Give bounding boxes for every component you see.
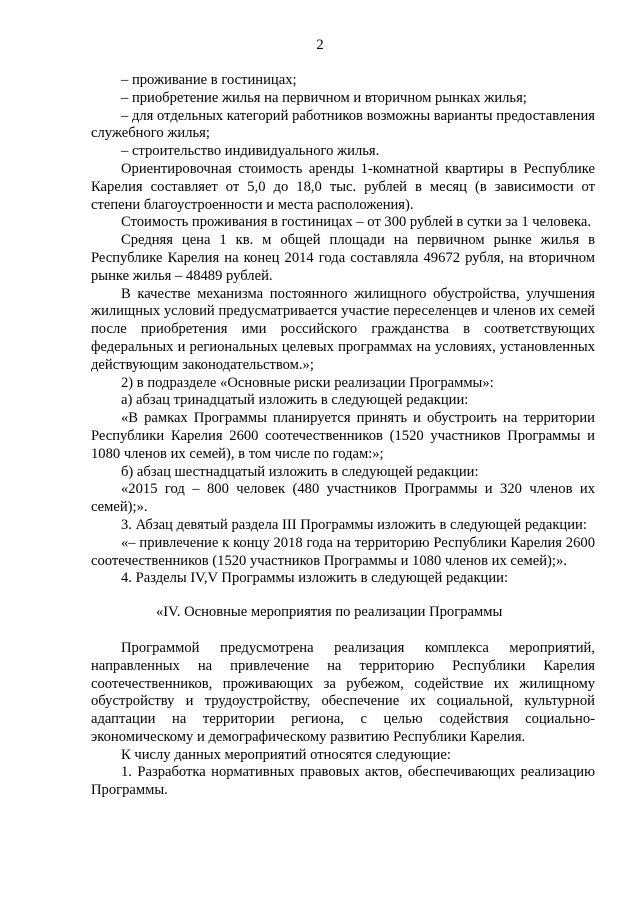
paragraph: 4. Разделы IV,V Программы изложить в следующей редакции: xyxy=(121,570,509,587)
paragraph: Стоимость проживания в гостиницах – от 300 рублей в сутки за 1 человека. xyxy=(121,214,591,231)
section-heading: «IV. Основные мероприятия по реализации Программы xyxy=(156,604,503,621)
paragraph: Средняя цена 1 кв. м общей площади на первичном рынке жилья в Республике Карелия на конец 2014 года составляла 49672 рубля, на вторичном рынке жилья – 48489 рублей. xyxy=(91,232,595,284)
spacer xyxy=(91,588,595,604)
list-item: – проживание в гостиницах; xyxy=(121,72,297,88)
paragraph: 2) в подразделе «Основные риски реализации Программы»: xyxy=(121,374,494,391)
list-item: – приобретение жилья на первичном и вторичном рынках жилья; xyxy=(121,89,527,106)
paragraph: Программой предусмотрена реализация комплекса мероприятий, направленных на привлечение на территорию Республики Карелия соотечественников, проживающих за рубежом, содействие их жилищному обустройству и трудоустройству, обеспечение их социальной, культурной адаптации на территории региона, с целью содействия социально-экономическому и демографическому развитию Республики Карелия. xyxy=(91,639,595,745)
paragraph: К числу данных мероприятий относятся следующие: xyxy=(121,746,451,763)
document-body xyxy=(91,72,595,800)
paragraph: Ориентировочная стоимость аренды 1-комнатной квартиры в Республике Карелия составляет от 5,0 до 18,0 тыс. рублей в месяц (в зависимости от степени благоустроенности и места расположения). xyxy=(91,160,595,213)
paragraph: «2015 год – 800 человек (480 участников Программы и 320 членов их семей);». xyxy=(91,481,595,516)
list-item: – строительство индивидуального жилья. xyxy=(121,143,380,160)
list-item: – для отдельных категорий работников возможны варианты предоставления служебного жилья; xyxy=(91,107,595,142)
paragraph: 3. Абзац девятый раздела III Программы изложить в следующей редакции: xyxy=(121,516,587,533)
paragraph: б) абзац шестнадцатый изложить в следующей редакции: xyxy=(121,463,479,480)
paragraph: «В рамках Программы планируется принять и обустроить на территории Республики Карелия 2600 соотечественников (1520 участников Программы и 1080 членов их семей), в том числе по годам:»; xyxy=(91,410,595,462)
paragraph: «– привлечение к концу 2018 года на территорию Республики Карелия 2600 соотечественников (1520 участников Программы и 1080 членов их семей);». xyxy=(91,534,595,569)
paragraph: В качестве механизма постоянного жилищного обустройства, улучшения жилищных условий предусматривается участие переселенцев и членов их семей после приобретения ими российского гражданства в соответствующих федеральных и региональных целевых программах на условиях, установленных действующим законодательством.»; xyxy=(91,285,595,373)
page-number: 2 xyxy=(316,37,324,53)
paragraph: 1. Разработка нормативных правовых актов, обеспечивающих реализацию Программы. xyxy=(91,764,595,799)
spacer xyxy=(91,622,595,640)
paragraph: а) абзац тринадцатый изложить в следующей редакции: xyxy=(121,392,469,409)
